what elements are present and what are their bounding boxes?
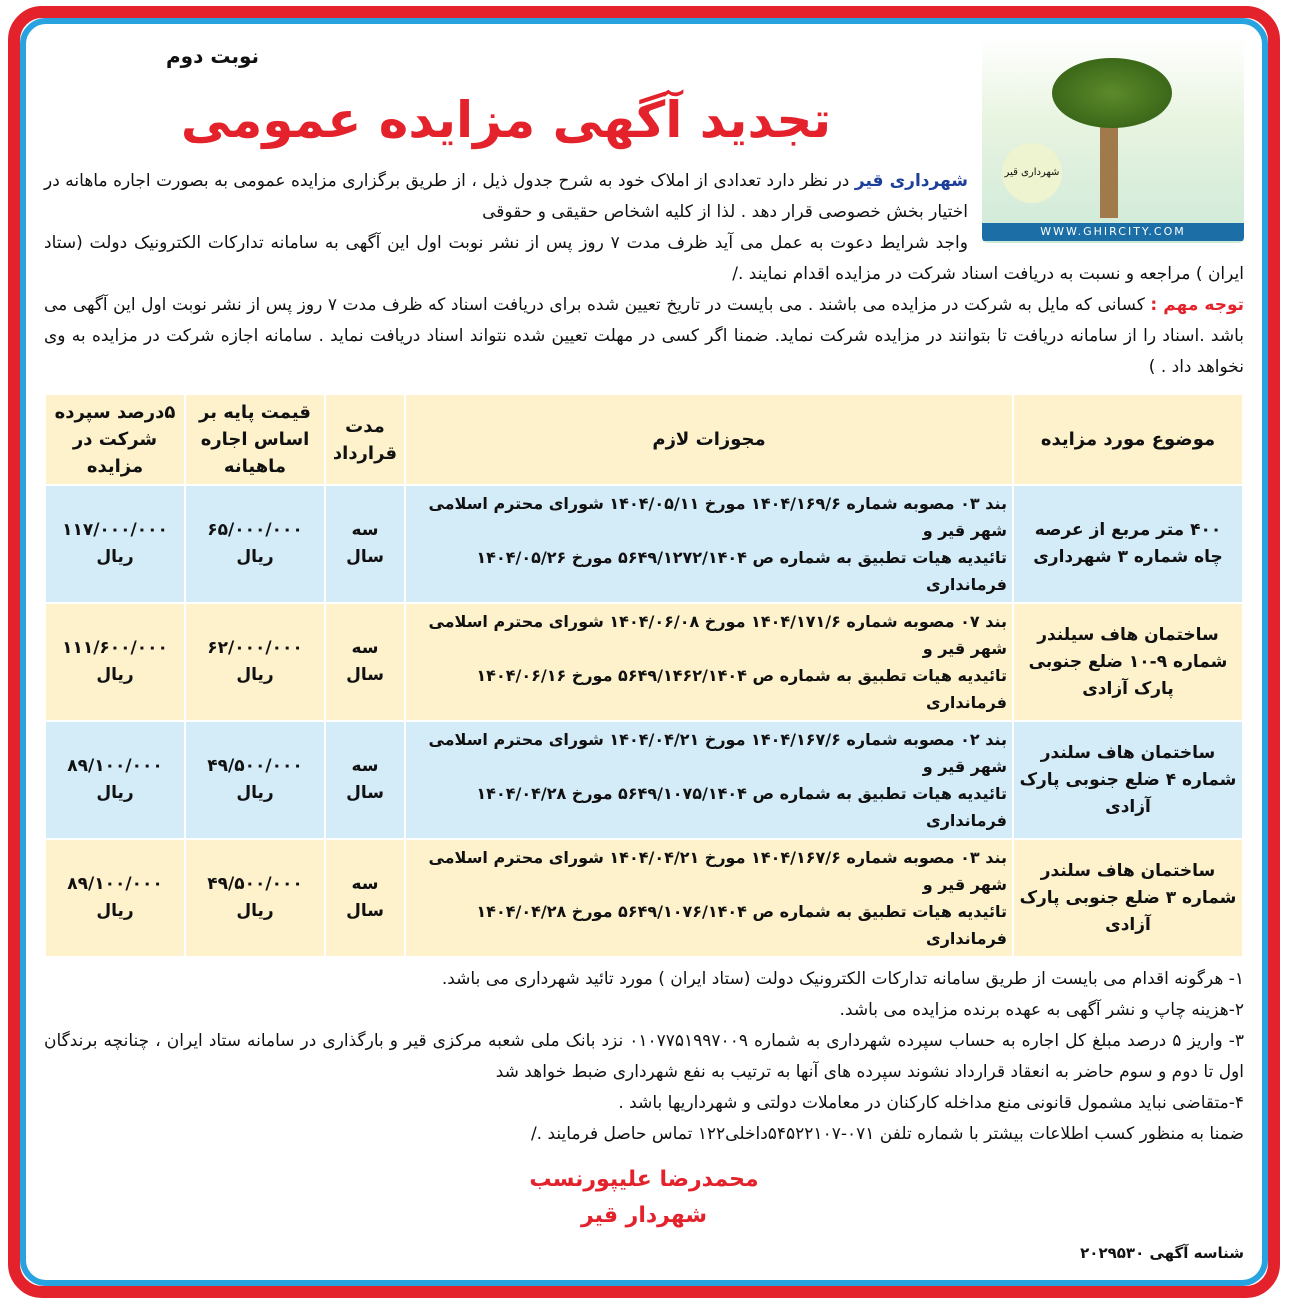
note-label: توجه مهم : <box>1150 295 1244 315</box>
cell-subject: ساختمان هاف سیلندر شماره ۹-۱۰ ضلع جنوبی پارک آزادی <box>1013 603 1243 721</box>
logo-badge: شهرداری قیر <box>1002 143 1062 203</box>
cell-deposit: ۱۱۷/۰۰۰/۰۰۰ ریال <box>45 485 185 603</box>
note-item: ۴-متقاضی نباید مشمول قانونی منع مداخله کارکنان در معاملات دولتی و شهرداریها باشد . <box>618 1093 1244 1113</box>
cell-duration: سه سال <box>325 485 405 603</box>
cell-permits <box>405 839 1013 957</box>
signature-block <box>44 1162 1244 1234</box>
note-item: ۱- هرگونه اقدام می بایست از طریق سامانه تدارکات الکترونیک دولت (ستاد ایران ) مورد تائید شهرداری می باشد. <box>441 969 1244 989</box>
note-item: ضمنا به منظور کسب اطلاعات بیشتر با شماره تلفن ۰۷۱-۵۴۵۲۲۱۰۷داخلی۱۲۲ تماس حاصل فرمایند ./ <box>530 1124 1244 1144</box>
cell-duration: سه سال <box>325 721 405 839</box>
cell-subject: ۴۰۰ متر مربع از عرصه چاه شماره ۳ شهرداری <box>1013 485 1243 603</box>
permit-line: بند ۰۳ مصوبه شماره ۱۴۰۴/۱۶۹/۶ مورخ ۱۴۰۴/۰۵/۱۱ شورای محترم اسلامی شهر قیر و <box>428 494 1007 540</box>
permit-line: بند ۰۳ مصوبه شماره ۱۴۰۴/۱۶۷/۶ مورخ ۱۴۰۴/۰۴/۲۱ شورای محترم اسلامی شهر قیر و <box>428 848 1007 894</box>
notes-list <box>44 964 1244 1150</box>
header-deposit: ۵درصد سپرده شرکت در مزایده <box>45 394 185 485</box>
cell-base-price: ۶۲/۰۰۰/۰۰۰ ریال <box>185 603 325 721</box>
org-name: شهرداری قیر <box>854 171 969 191</box>
municipality-logo <box>982 38 1244 243</box>
note-item: ۲-هزینه چاپ و نشر آگهی به عهده برنده مزایده می باشد. <box>839 1000 1244 1020</box>
intro-text: در نظر دارد تعدادی از املاک خود به شرح جدول ذیل ، از طریق برگزاری مزایده عمومی به بصورت اجاره ماهانه در اختیار بخش خصوصی قرار دهد . لذا از کلیه اشخاص حقیقی و حقوقی <box>44 171 968 222</box>
header-permits: مجوزات لازم <box>405 394 1013 485</box>
permit-line: تائیدیه هیات تطبیق به شماره ص ۵۶۴۹/۱۴۶۲/۱۴۰۴ مورخ ۱۴۰۴/۰۶/۱۶ فرمانداری <box>476 666 1007 712</box>
header-duration: مدت قرارداد <box>325 394 405 485</box>
cell-duration: سه سال <box>325 603 405 721</box>
permit-line: بند ۰۲ مصوبه شماره ۱۴۰۴/۱۶۷/۶ مورخ ۱۴۰۴/۰۴/۲۱ شورای محترم اسلامی شهر قیر و <box>428 730 1007 776</box>
table-row <box>45 485 1243 603</box>
cell-deposit: ۸۹/۱۰۰/۰۰۰ ریال <box>45 839 185 957</box>
cell-subject: ساختمان هاف سلندر شماره ۴ ضلع جنوبی پارک آزادی <box>1013 721 1243 839</box>
edition-label: نوبت دوم <box>166 44 260 68</box>
ad-paper <box>20 18 1268 1286</box>
cell-base-price: ۴۹/۵۰۰/۰۰۰ ریال <box>185 721 325 839</box>
permit-line: تائیدیه هیات تطبیق به شماره ص ۵۶۴۹/۱۰۷۵/۱۴۰۴ مورخ ۱۴۰۴/۰۴/۲۸ فرمانداری <box>476 784 1007 830</box>
palm-leaves <box>1052 58 1172 128</box>
cell-permits <box>405 485 1013 603</box>
table-row <box>45 839 1243 957</box>
table-row <box>45 721 1243 839</box>
permit-line: تائیدیه هیات تطبیق به شماره ص ۵۶۴۹/۱۲۷۲/۱۴۰۴ مورخ ۱۴۰۴/۰۵/۲۶ فرمانداری <box>476 548 1007 594</box>
header-base-price: قیمت پایه بر اساس اجاره ماهیانه <box>185 394 325 485</box>
cell-base-price: ۶۵/۰۰۰/۰۰۰ ریال <box>185 485 325 603</box>
cell-base-price: ۴۹/۵۰۰/۰۰۰ ریال <box>185 839 325 957</box>
permit-line: تائیدیه هیات تطبیق به شماره ص ۵۶۴۹/۱۰۷۶/۱۴۰۴ مورخ ۱۴۰۴/۰۴/۲۸ فرمانداری <box>476 902 1007 948</box>
signer-role: شهردار قیر <box>580 1203 708 1228</box>
cell-permits <box>405 603 1013 721</box>
permit-line: بند ۰۷ مصوبه شماره ۱۴۰۴/۱۷۱/۶ مورخ ۱۴۰۴/۰۶/۰۸ شورای محترم اسلامی شهر قیر و <box>428 612 1007 658</box>
ad-id: شناسه آگهی ۲۰۲۹۵۳۰ <box>1080 1244 1244 1262</box>
cell-subject: ساختمان هاف سلندر شماره ۳ ضلع جنوبی پارک آزادی <box>1013 839 1243 957</box>
intro-text-2: واجد شرایط دعوت به عمل می آید ظرف مدت ۷ روز پس از نشر نوبت اول این آگهی به سامانه تدارکات الکترونیک دولت (ستاد ایران ) مراجعه و نسبت به دریافت اسناد شرکت در مزایده اقدام نمایند ./ <box>44 233 1244 284</box>
important-note <box>44 290 1244 383</box>
cell-permits <box>405 721 1013 839</box>
logo-url: WWW.GHIRCITY.COM <box>982 223 1244 241</box>
cell-duration: سه سال <box>325 839 405 957</box>
page-title: تجدید آگهی مزایده عمومی <box>180 91 832 149</box>
outer-frame <box>8 6 1280 1298</box>
cell-deposit: ۸۹/۱۰۰/۰۰۰ ریال <box>45 721 185 839</box>
table-row <box>45 603 1243 721</box>
auction-table <box>44 393 1244 958</box>
cell-deposit: ۱۱۱/۶۰۰/۰۰۰ ریال <box>45 603 185 721</box>
signer-name: محمدرضا علیپورنسب <box>529 1167 759 1192</box>
note-item: ۳- واریز ۵ درصد مبلغ کل اجاره به حساب سپرده شهرداری به شماره ۰۱۰۷۷۵۱۹۹۷۰۰۹ نزد بانک ملی شعبه مرکزی قیر و بارگذاری در سامانه ستاد ایران ، چنانچه برندگان اول تا دوم و سوم حاضر به انعقاد قرارداد نشوند سپرده های آنها به ترتیب به نفع شهرداری ضبط خواهد شد <box>44 1031 1244 1082</box>
header-subject: موضوع مورد مزایده <box>1013 394 1243 485</box>
table-header <box>45 394 1243 485</box>
note-text: کسانی که مایل به شرکت در مزایده می باشند . می بایست در تاریخ تعیین شده برای دریافت اسناد که ظرف مدت ۷ روز پس از نشر نوبت اول این آگهی می باشد .اسناد را از سامانه دریافت تا بتوانند در مزایده شرکت نماید. ضمنا اگر کسی در مهلت تعیین شده نتواند اسناد دریافت نماید . سامانه اجازه شرکت در مزایده به وی نخواهد داد . ) <box>44 295 1244 377</box>
